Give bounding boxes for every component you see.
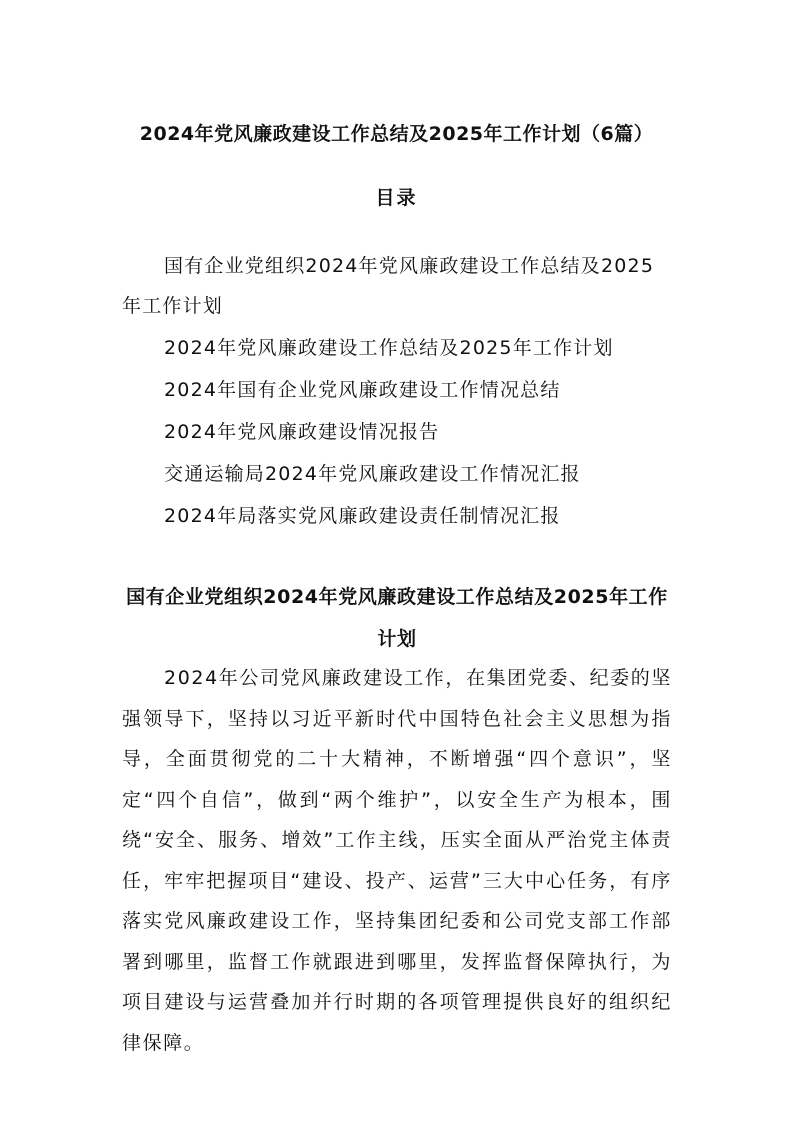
toc-item[interactable]: 2024年党风廉政建设工作总结及2025年工作计划	[164, 337, 614, 359]
toc-item[interactable]: 2024年党风廉政建设情况报告	[164, 421, 440, 443]
body-paragraph: 2024年公司党风廉政建设工作，在集团党委、纪委的坚强领导下，坚持以习近平新时代中国特色社会主义思想为指导，全面贯彻党的二十大精神，不断增强“四个意识”，坚定“四个自信”，做到“两个维护”，以安全生产为根本，围绕“安全、服务、增效”工作主线，压实全面从严治党主体责任，牢牢把握项目“建设、投产、运营”三大中心任务，有序落实党风廉政建设工作，坚持集团纪委和公司党支部工作部署到哪里，监督工作就跟进到哪里，发挥监督保障执行，为项目建设与运营叠加并行时期的各项管理提供良好的组织纪律保障。	[122, 667, 672, 1054]
section-title: 国有企业党组织2024年党风廉政建设工作总结及2025年工作计划	[126, 586, 668, 650]
toc-heading: 目录	[375, 187, 418, 209]
toc-item[interactable]: 2024年局落实党风廉政建设责任制情况汇报	[164, 505, 561, 527]
table-of-contents	[122, 246, 672, 538]
toc-item[interactable]: 国有企业党组织2024年党风廉政建设工作总结及2025年工作计划	[122, 255, 655, 317]
toc-item[interactable]: 交通运输局2024年党风廉政建设工作情况汇报	[164, 463, 581, 485]
document-title: 2024年党风廉政建设工作总结及2025年工作计划（6篇）	[139, 123, 654, 145]
toc-item[interactable]: 2024年国有企业党风廉政建设工作情况总结	[164, 379, 561, 401]
